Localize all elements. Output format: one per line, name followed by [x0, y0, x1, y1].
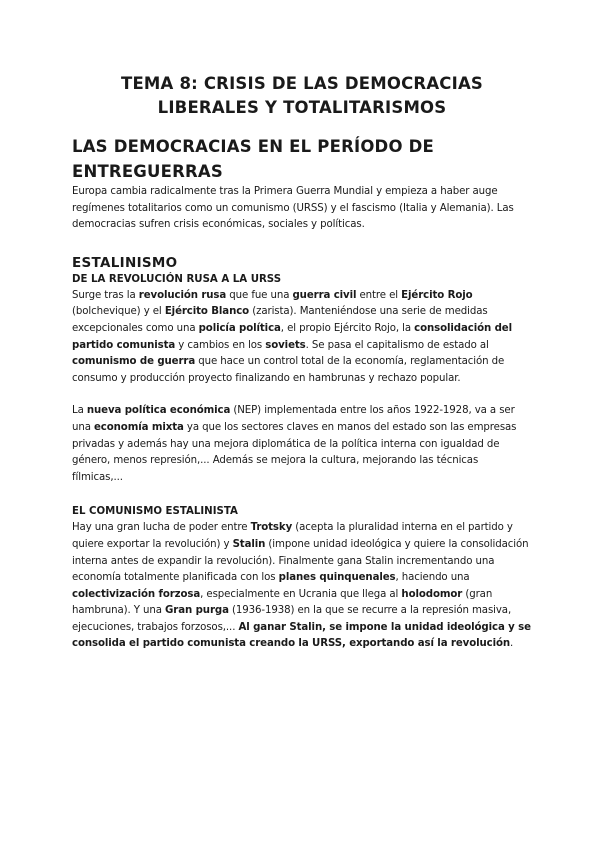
text-run: ya que los sectores claves en manos del estado son las empresas privadas y además hay una mejora diplomática de la política interna con igualdad de género, menos represión,... Además se mejora la cultura, mejorando las técnicas fílmicas,... [72, 421, 517, 483]
text-run: , haciendo una [395, 572, 470, 584]
section-title-democracias-line2: ENTREGUERRAS [72, 162, 223, 181]
paragraph-nep [72, 403, 532, 486]
section-title-estalinismo: ESTALINISMO [72, 254, 178, 271]
bold-term: Stalin [232, 538, 266, 550]
bold-term: comunismo de guerra [72, 356, 196, 368]
bold-term: guerra civil [292, 289, 357, 301]
bold-term: consolidación del partido comunista [72, 322, 512, 351]
bold-term: colectivización forzosa [72, 588, 201, 600]
subsection-title-revolucion-rusa: DE LA REVOLUCIÓN RUSA A LA URSS [72, 273, 282, 285]
text-run: . [510, 638, 514, 650]
paragraph-revolucion-rusa [72, 288, 532, 388]
bold-term: planes quinquenales [278, 572, 396, 584]
text-run: (impone unidad ideológica y quiere la consolidación interna antes de expandir la revolución). Finalmente gana Stalin incrementando una economía totalmente planificada con los [72, 538, 529, 584]
text-run: entre el [356, 289, 402, 301]
document-page [72, 0, 532, 653]
text-run: La [72, 405, 87, 417]
text-run: (bolchevique) y el [72, 306, 165, 318]
text-run: , el propio Ejército Rojo, la [280, 322, 415, 334]
text-run: (zarista). Manteniéndose una serie de medidas excepcionales como una [72, 306, 488, 334]
bold-term: Gran purga [165, 605, 229, 617]
bold-term: Ejército Rojo [401, 289, 473, 301]
bold-term: Al ganar Stalin, se impone la unidad ideológica y se consolida el partido comunista creando la URSS, exportando así la revolución [72, 621, 531, 650]
bold-term: Ejército Blanco [164, 306, 250, 318]
bold-term: soviets [265, 339, 306, 351]
document-title [72, 72, 532, 120]
bold-term: economía mixta [94, 421, 184, 433]
paragraph-comunismo-estalinista [72, 520, 532, 653]
text-run: (NEP) implementada entre los años 1922-1928, va a ser una [72, 405, 515, 433]
bold-term: holodomor [401, 588, 463, 600]
text-run: . Se pasa el capitalismo de estado al [305, 339, 489, 351]
section-title-democracias [72, 134, 532, 184]
text-run: Surge tras la [72, 289, 139, 301]
section-title-democracias-line1: LAS DEMOCRACIAS EN EL PERÍODO DE [72, 137, 434, 156]
text-run: Hay una gran lucha de poder entre [72, 522, 251, 534]
text-run: , especialmente en Ucrania que llega al [200, 588, 402, 600]
document-title-line2: LIBERALES Y TOTALITARISMOS [157, 98, 447, 117]
text-run: que fue una [226, 289, 293, 301]
text-run: (1936-1938) en la que se recurre a la represión masiva, ejecuciones, trabajos forzosos,... [72, 605, 512, 633]
text-run: que hace un control total de la economía, reglamentación de consumo y producción proyecto finalizando en hambrunas y rechazo popular. [72, 356, 505, 384]
text-run: (acepta la pluralidad interna en el partido y quiere exportar la revolución) y [72, 522, 513, 550]
bold-term: policía política [198, 322, 281, 334]
bold-term: nueva política económica [86, 405, 231, 417]
paragraph-democracias: Europa cambia radicalmente tras la Primera Guerra Mundial y empieza a haber auge regímenes totalitarios como un comunismo (URSS) y el fascismo (Italia y Alemania). Las democracias sufren crisis económicas, sociales y políticas. [72, 186, 514, 231]
text-run: y cambios en los [175, 339, 266, 351]
bold-term: Trotsky [250, 522, 293, 534]
text-run: (gran hambruna). Y una [72, 588, 493, 617]
bold-term: revolución rusa [138, 289, 227, 301]
document-title-line1: TEMA 8: CRISIS DE LAS DEMOCRACIAS [120, 74, 483, 93]
subsection-title-comunismo-estalinista: EL COMUNISMO ESTALINISTA [72, 506, 238, 518]
